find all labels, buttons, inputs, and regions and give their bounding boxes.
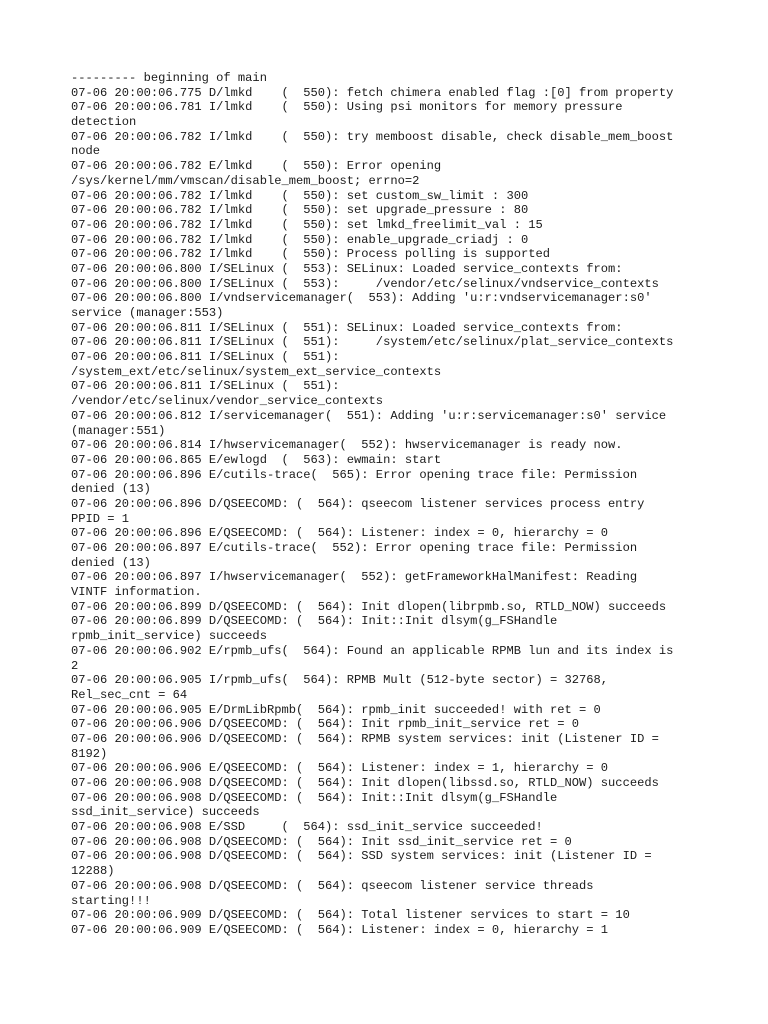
log-line: 8192) <box>71 746 108 761</box>
log-line: 07-06 20:00:06.782 I/lmkd ( 550): set lmkd_freelimit_val : 15 <box>71 217 543 232</box>
log-line: starting!!! <box>71 893 151 908</box>
log-line: 07-06 20:00:06.909 D/QSEECOMD: ( 564): Total listener services to start = 10 <box>71 908 630 923</box>
log-line: denied (13) <box>71 555 151 570</box>
log-line: 07-06 20:00:06.865 E/ewlogd ( 563): ewmain: start <box>71 452 442 467</box>
log-line: 07-06 20:00:06.905 E/DrmLibRpmb( 564): rpmb_init succeeded! with ret = 0 <box>71 702 601 717</box>
log-line: 07-06 20:00:06.908 D/QSEECOMD: ( 564): Init dlopen(libssd.so, RTLD_NOW) succeeds <box>71 776 659 790</box>
log-line: 07-06 20:00:06.906 D/QSEECOMD: ( 564): RPMB system services: init (Listener ID = <box>71 731 659 746</box>
log-line: 07-06 20:00:06.908 D/QSEECOMD: ( 564): Init ssd_init_service ret = 0 <box>71 834 572 849</box>
log-line: 07-06 20:00:06.782 E/lmkd ( 550): Error opening <box>71 159 442 174</box>
log-line: 07-06 20:00:06.896 E/cutils-trace( 565): Error opening trace file: Permission <box>71 467 638 482</box>
log-line: 07-06 20:00:06.800 I/SELinux ( 553): /vendor/etc/selinux/vndservice_contexts <box>71 276 659 291</box>
log-line: 07-06 20:00:06.800 I/vndservicemanager( 553): Adding 'u:r:vndservicemanager:s0' <box>71 291 652 306</box>
log-line: VINTF information. <box>71 585 202 600</box>
log-document <box>71 71 711 938</box>
log-line: 07-06 20:00:06.800 I/SELinux ( 553): SELinux: Loaded service_contexts from: <box>71 261 623 276</box>
log-line: /system_ext/etc/selinux/system_ext_service_contexts <box>71 364 442 379</box>
log-line: 07-06 20:00:06.909 E/QSEECOMD: ( 564): Listener: index = 0, hierarchy = 1 <box>71 922 609 937</box>
log-line: 07-06 20:00:06.897 E/cutils-trace( 552): Error opening trace file: Permission <box>71 541 638 555</box>
log-line: 07-06 20:00:06.896 D/QSEECOMD: ( 564): qseecom listener services process entry <box>71 496 645 511</box>
log-line: 07-06 20:00:06.782 I/lmkd ( 550): set upgrade_pressure : 80 <box>71 203 529 218</box>
log-line: 07-06 20:00:06.811 I/SELinux ( 551): /system/etc/selinux/plat_service_contexts <box>71 335 674 350</box>
log-line: ssd_init_service) succeeds <box>71 805 260 820</box>
log-line: 07-06 20:00:06.811 I/SELinux ( 551): <box>71 379 340 394</box>
log-line: 07-06 20:00:06.905 I/rpmb_ufs( 564): RPMB Mult (512-byte sector) = 32768, <box>71 673 609 688</box>
log-line: 07-06 20:00:06.897 I/hwservicemanager( 552): getFrameworkHalManifest: Reading <box>71 570 638 585</box>
log-line: 07-06 20:00:06.782 I/lmkd ( 550): enable_upgrade_criadj : 0 <box>71 232 529 247</box>
log-body <box>71 71 711 938</box>
log-line: 07-06 20:00:06.896 E/QSEECOMD: ( 564): Listener: index = 0, hierarchy = 0 <box>71 526 609 541</box>
log-line: PPID = 1 <box>71 511 130 526</box>
log-line: 07-06 20:00:06.902 E/rpmb_ufs( 564): Found an applicable RPMB lun and its index is <box>71 643 674 658</box>
log-line: 07-06 20:00:06.811 I/SELinux ( 551): SELinux: Loaded service_contexts from: <box>71 320 623 335</box>
log-line: 07-06 20:00:06.899 D/QSEECOMD: ( 564): Init dlopen(librpmb.so, RTLD_NOW) succeeds <box>71 599 667 614</box>
log-line: 07-06 20:00:06.814 I/hwservicemanager( 552): hwservicemanager is ready now. <box>71 438 623 453</box>
log-line: 07-06 20:00:06.908 D/QSEECOMD: ( 564): SSD system services: init (Listener ID = <box>71 849 652 864</box>
log-line: 07-06 20:00:06.906 D/QSEECOMD: ( 564): Init rpmb_init_service ret = 0 <box>71 717 580 732</box>
log-line: 07-06 20:00:06.781 I/lmkd ( 550): Using psi monitors for memory pressure <box>71 100 623 115</box>
log-line: 07-06 20:00:06.899 D/QSEECOMD: ( 564): Init::Init dlsym(g_FSHandle <box>71 614 558 629</box>
log-line: Rel_sec_cnt = 64 <box>71 687 188 702</box>
log-line: 07-06 20:00:06.782 I/lmkd ( 550): Process polling is supported <box>71 247 550 262</box>
log-line: 07-06 20:00:06.908 D/QSEECOMD: ( 564): qseecom listener service threads <box>71 878 594 893</box>
log-line: 07-06 20:00:06.782 I/lmkd ( 550): set custom_sw_limit : 300 <box>71 188 529 203</box>
log-line: node <box>71 144 101 159</box>
log-line: 2 <box>71 658 79 673</box>
log-line: 07-06 20:00:06.908 E/SSD ( 564): ssd_init_service succeeded! <box>71 820 543 835</box>
log-line: 07-06 20:00:06.812 I/servicemanager( 551): Adding 'u:r:servicemanager:s0' service <box>71 408 667 423</box>
log-line: 07-06 20:00:06.908 D/QSEECOMD: ( 564): Init::Init dlsym(g_FSHandle <box>71 790 558 805</box>
log-line: rpmb_init_service) succeeds <box>71 629 267 644</box>
log-line: /sys/kernel/mm/vmscan/disable_mem_boost; errno=2 <box>71 173 420 188</box>
log-line: /vendor/etc/selinux/vendor_service_contexts <box>71 394 384 409</box>
log-line: service (manager:553) <box>71 306 224 320</box>
log-line: --------- beginning of main <box>71 71 267 85</box>
log-line: 07-06 20:00:06.811 I/SELinux ( 551): <box>71 350 340 365</box>
log-line: (manager:551) <box>71 423 166 438</box>
log-line: 07-06 20:00:06.906 E/QSEECOMD: ( 564): Listener: index = 1, hierarchy = 0 <box>71 761 609 776</box>
log-line: 07-06 20:00:06.775 D/lmkd ( 550): fetch chimera enabled flag :[0] from property <box>71 85 674 100</box>
log-line: 12288) <box>71 864 115 879</box>
log-line: detection <box>71 115 137 130</box>
log-line: 07-06 20:00:06.782 I/lmkd ( 550): try memboost disable, check disable_mem_boost <box>71 129 674 144</box>
log-line: denied (13) <box>71 482 151 497</box>
